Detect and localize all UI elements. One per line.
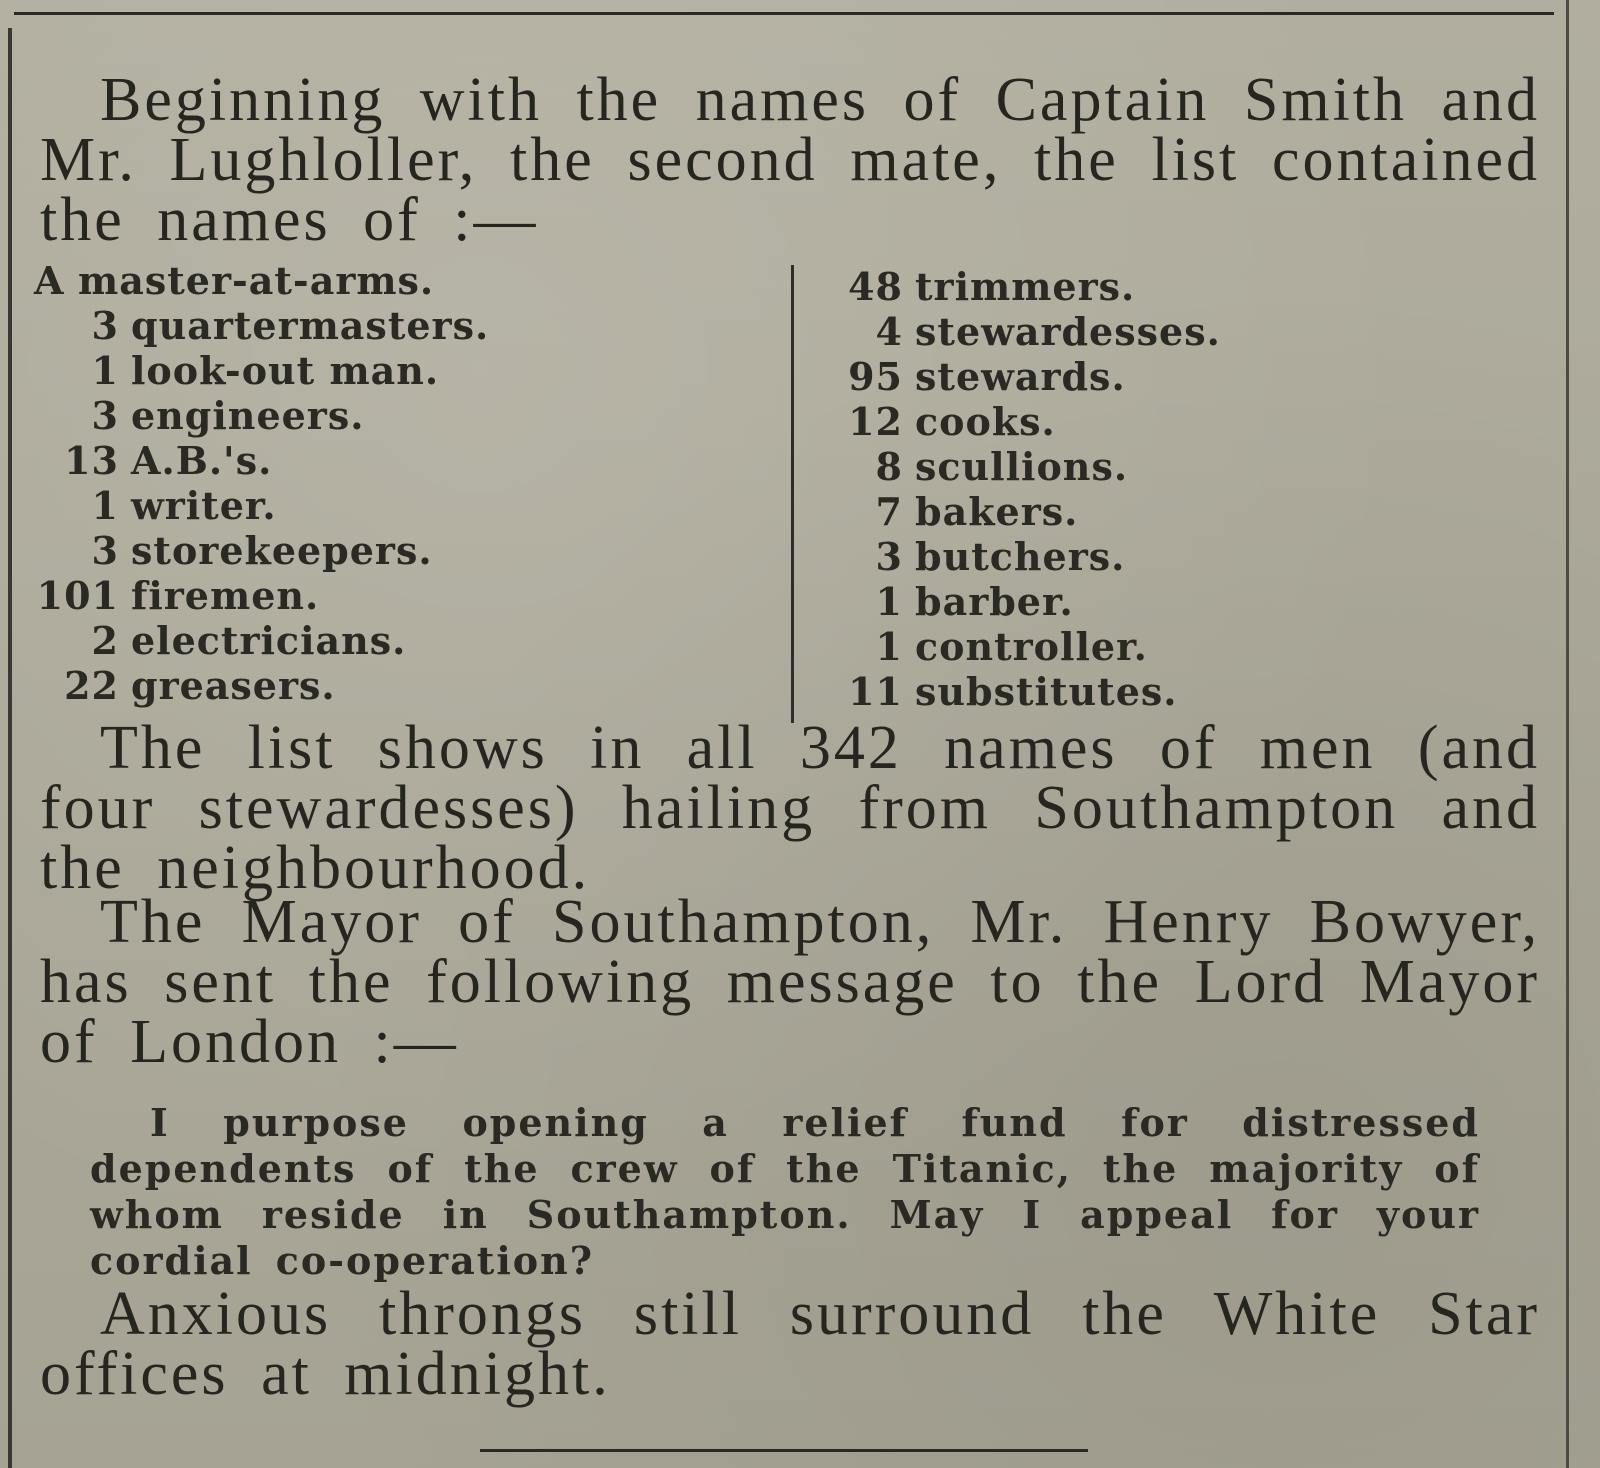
crew-count: 4 (875, 309, 903, 354)
crew-count: 2 (91, 618, 119, 663)
crew-list-item (34, 618, 489, 663)
crew-role: electricians. (131, 618, 407, 663)
mayor-paragraph: The Mayor of Southampton, Mr. Henry Bowyer, has sent the following message to the Lord Mayor of London :— (40, 888, 1540, 1076)
bottom-rule (480, 1449, 1088, 1452)
crew-count: 3 (91, 528, 119, 573)
crew-list-item (34, 258, 489, 303)
crew-list-item (34, 573, 489, 618)
crew-count: 7 (875, 489, 903, 534)
crew-list-right (818, 264, 1221, 714)
crew-list-item (818, 399, 1221, 444)
crew-count: 3 (875, 534, 903, 579)
crew-count: 22 (64, 663, 119, 708)
crew-count: 101 (36, 573, 119, 618)
crew-role: master-at-arms. (78, 258, 435, 303)
crew-list-item (818, 354, 1221, 399)
crew-count: 95 (848, 354, 903, 399)
crew-count: 3 (91, 393, 119, 438)
crew-role: storekeepers. (131, 528, 433, 573)
column-divider (791, 265, 794, 723)
crew-list-item (818, 264, 1221, 309)
crew-list-item (34, 393, 489, 438)
crew-count: 12 (848, 399, 903, 444)
intro-paragraph: Beginning with the names of Captain Smith and Mr. Lughloller, the second mate, the list contained the names of :— (40, 66, 1540, 254)
crew-count: 48 (848, 264, 903, 309)
crew-role: trimmers. (915, 264, 1136, 309)
crew-count: 1 (91, 483, 119, 528)
crew-role: barber. (915, 579, 1074, 624)
crew-list-item (34, 528, 489, 573)
crew-role: look-out man. (131, 348, 440, 393)
crew-list-item (818, 669, 1221, 714)
crew-role: scullions. (915, 444, 1129, 489)
crew-count: 1 (875, 624, 903, 669)
crew-role: stewardesses. (915, 309, 1221, 354)
crew-list-item (34, 483, 489, 528)
crew-count: 11 (848, 669, 903, 714)
crew-list-left (34, 258, 489, 708)
crew-role: A.B.'s. (131, 438, 273, 483)
crew-role: butchers. (915, 534, 1126, 579)
crew-list-item (34, 303, 489, 348)
crew-role: engineers. (131, 393, 365, 438)
crew-count: 8 (875, 444, 903, 489)
crew-list-item (818, 624, 1221, 669)
crew-list-item (818, 444, 1221, 489)
right-rule (1566, 0, 1569, 1468)
mayor-quote: I purpose opening a relief fund for distressed dependents of the crew of the Titanic, the majority of whom reside in Southampton. May I appeal for your cordial co-operation? (90, 1100, 1480, 1283)
crew-count: 3 (91, 303, 119, 348)
crew-role: writer. (131, 483, 277, 528)
crew-count: 13 (64, 438, 119, 483)
crew-list-item (818, 579, 1221, 624)
top-rule (14, 12, 1554, 15)
crew-role: firemen. (131, 573, 320, 618)
crew-list-item (818, 309, 1221, 354)
crew-list-item (34, 663, 489, 708)
crew-count: 1 (875, 579, 903, 624)
crew-role: substitutes. (915, 669, 1178, 714)
crew-role: stewards. (915, 354, 1126, 399)
crew-list-item (34, 438, 489, 483)
closing-paragraph: Anxious throngs still surround the White Star offices at midnight. (40, 1280, 1540, 1408)
crew-list-item (34, 348, 489, 393)
crew-count: 1 (91, 348, 119, 393)
crew-count: A (34, 258, 65, 303)
crew-list-item (818, 489, 1221, 534)
crew-role: greasers. (131, 663, 336, 708)
crew-role: bakers. (915, 489, 1079, 534)
left-rule (8, 28, 12, 1468)
crew-list-item (818, 534, 1221, 579)
crew-role: controller. (915, 624, 1148, 669)
total-paragraph: The list shows in all 342 names of men (and four stewardesses) hailing from Southampton and the neighbourhood. (40, 714, 1540, 902)
crew-role: quartermasters. (131, 303, 490, 348)
crew-role: cooks. (915, 399, 1056, 444)
